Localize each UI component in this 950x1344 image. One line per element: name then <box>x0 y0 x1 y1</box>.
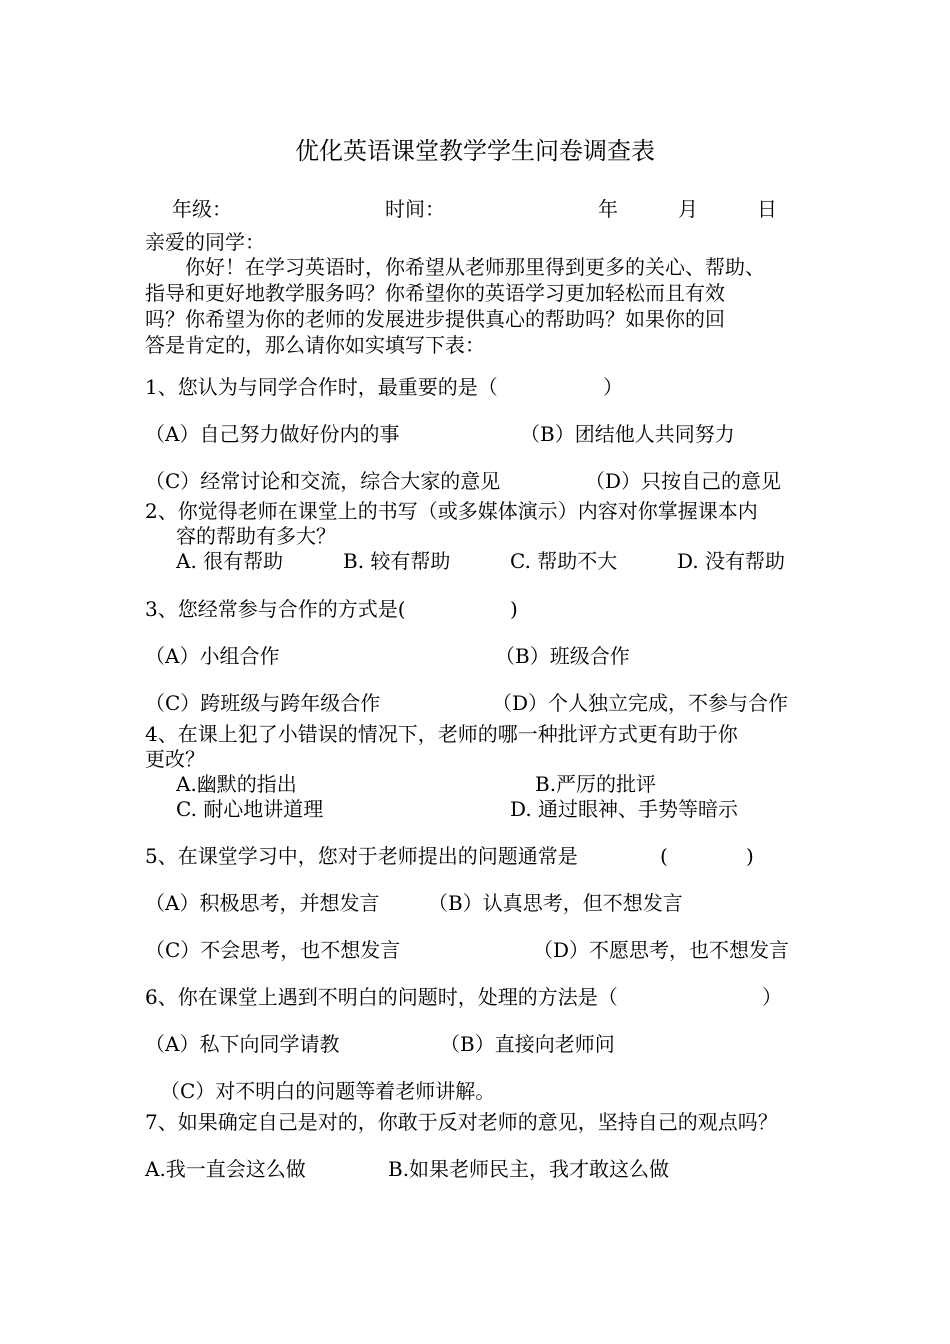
option-a: （A）小组合作 <box>145 644 280 668</box>
option-c: （C）跨班级与跨年级合作 <box>145 691 381 715</box>
option-d: D. 通过眼神、手势等暗示 <box>510 797 739 821</box>
question-2-continued: 容的帮助有多大？ <box>176 524 336 548</box>
question-4: 4、在课上犯了小错误的情况下，老师的哪一种批评方式更有助于你 <box>145 722 738 746</box>
intro-line: 指导和更好地教学服务吗？你希望你的英语学习更加轻松而且有效 <box>145 281 725 305</box>
intro-line: 吗？你希望为你的老师的发展进步提供真心的帮助吗？如果你的回 <box>145 307 725 331</box>
option-d: （D）不愿思考，也不想发言 <box>533 938 790 962</box>
option-c: C. 帮助不大 <box>510 549 618 573</box>
answer-blank-close: ) <box>510 597 518 621</box>
option-a: （A）私下向同学请教 <box>145 1032 340 1056</box>
option-c: C. 耐心地讲道理 <box>176 797 324 821</box>
intro-line: 你好！在学习英语时，你希望从老师那里得到更多的关心、帮助、 <box>185 255 765 279</box>
option-d: D. 没有帮助 <box>677 549 786 573</box>
day-label: 日 <box>757 197 777 221</box>
option-c: （C）经常讨论和交流，综合大家的意见 <box>145 469 501 493</box>
option-d: （D）只按自己的意见 <box>585 469 782 493</box>
answer-blank-close: ） <box>603 375 623 399</box>
option-b: （B）班级合作 <box>495 644 630 668</box>
option-a: （A）积极思考，并想发言 <box>145 891 380 915</box>
month-label: 月 <box>678 197 698 221</box>
option-c: （C）对不明白的问题等着老师讲解。 <box>160 1079 496 1103</box>
answer-blank-close: ) <box>746 844 754 868</box>
question-3: 3、您经常参与合作的方式是( <box>145 597 406 621</box>
answer-blank-close: ） <box>762 985 782 1009</box>
greeting: 亲爱的同学： <box>145 230 265 254</box>
year-label: 年 <box>598 197 618 221</box>
question-5: 5、在课堂学习中，您对于老师提出的问题通常是 <box>145 844 578 868</box>
option-a: A. 很有帮助 <box>176 549 284 573</box>
option-b: （B）直接向老师问 <box>440 1032 615 1056</box>
option-b: B.严厉的批评 <box>535 772 657 796</box>
time-label: 时间： <box>385 197 445 221</box>
option-b: （B）团结他人共同努力 <box>520 422 735 446</box>
option-a: A.我一直会这么做 <box>145 1157 306 1181</box>
page-title: 优化英语课堂教学学生问卷调查表 <box>295 137 655 165</box>
grade-label: 年级： <box>172 197 232 221</box>
option-b: （B）认真思考，但不想发言 <box>428 891 683 915</box>
question-1: 1、您认为与同学合作时，最重要的是（ <box>145 375 498 399</box>
intro-line: 答是肯定的，那么请你如实填写下表： <box>145 333 485 357</box>
option-c: （C）不会思考，也不想发言 <box>145 938 401 962</box>
question-4-continued: 更改？ <box>145 747 205 771</box>
question-7: 7、如果确定自己是对的，你敢于反对老师的意见，坚持自己的观点吗？ <box>145 1110 778 1134</box>
option-b: B. 较有帮助 <box>343 549 451 573</box>
answer-blank-open: ( <box>660 844 668 868</box>
option-a: A.幽默的指出 <box>176 772 297 796</box>
question-6: 6、你在课堂上遇到不明白的问题时，处理的方法是（ <box>145 985 618 1009</box>
option-b: B.如果老师民主，我才敢这么做 <box>388 1157 670 1181</box>
option-d: （D）个人独立完成，不参与合作 <box>492 691 789 715</box>
question-2: 2、你觉得老师在课堂上的书写（或多媒体演示）内容对你掌握课本内 <box>145 499 758 523</box>
option-a: （A）自己努力做好份内的事 <box>145 422 400 446</box>
